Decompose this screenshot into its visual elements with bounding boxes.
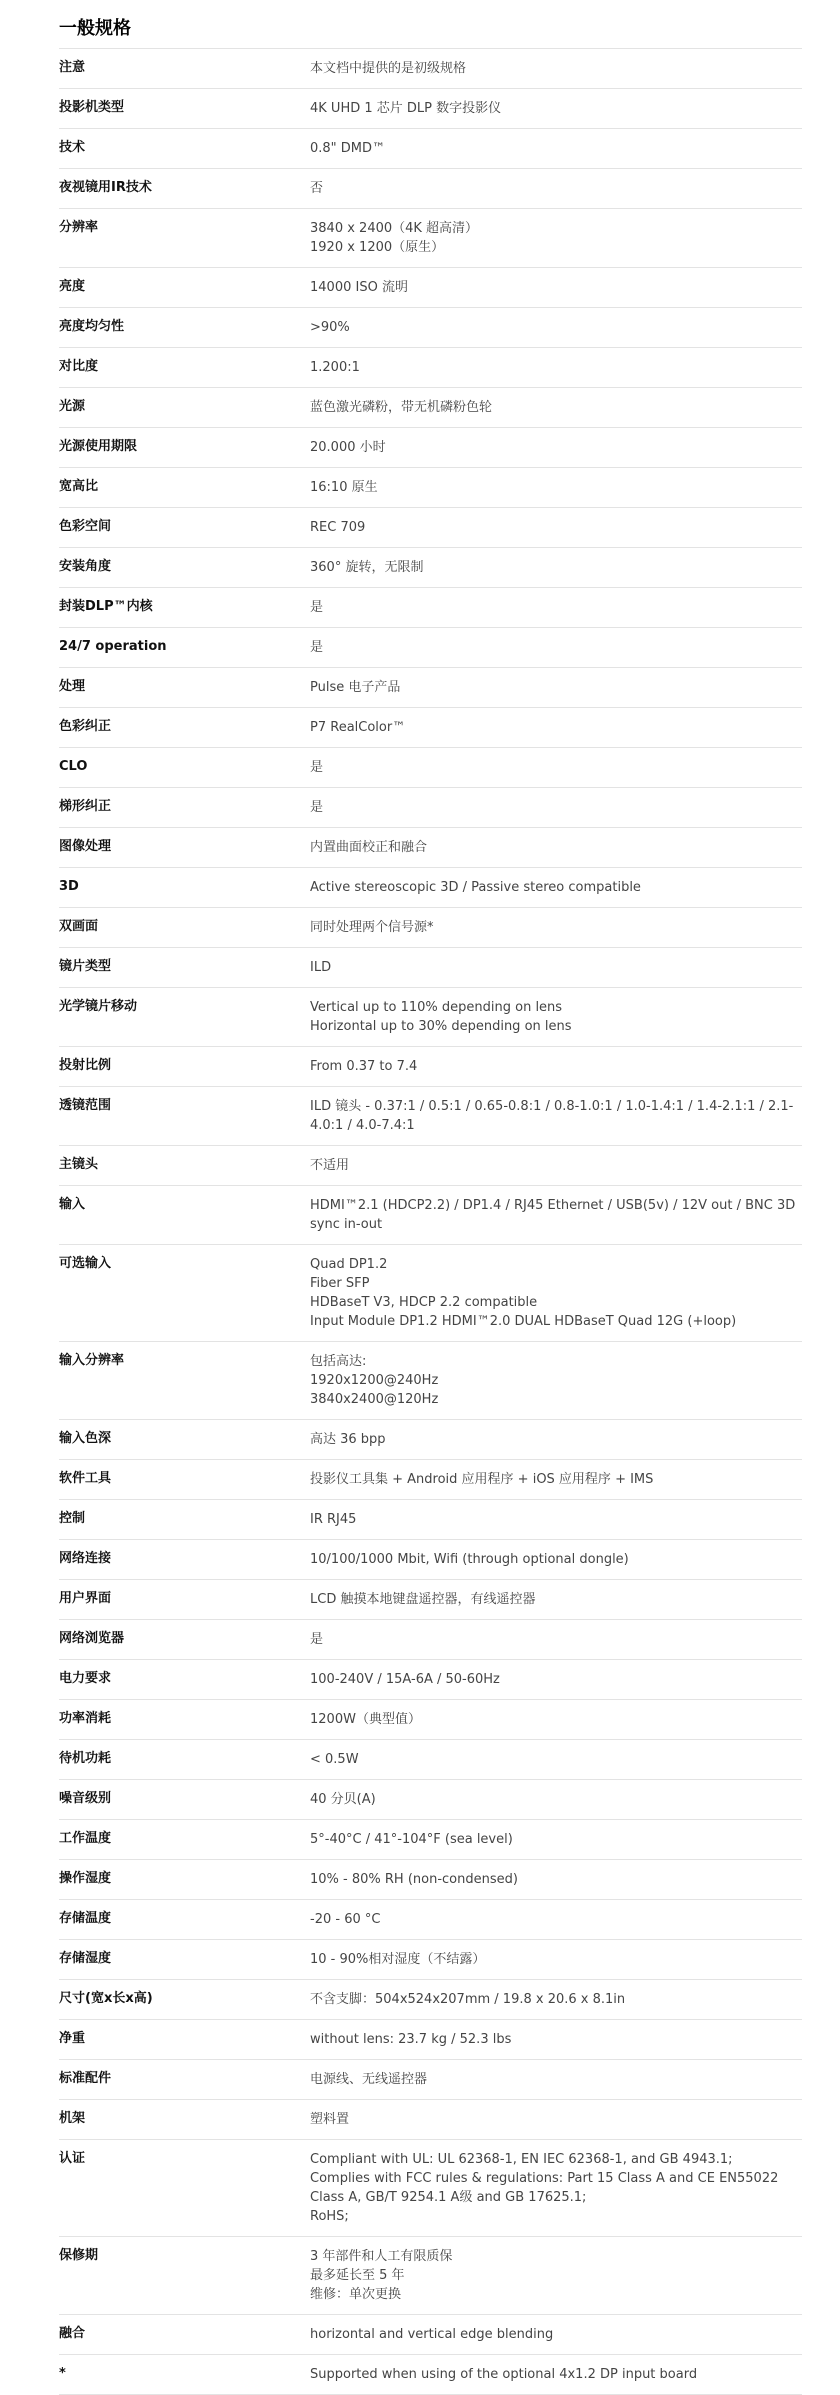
spec-value	[310, 59, 802, 78]
spec-value	[310, 958, 802, 977]
spec-value	[310, 1196, 802, 1234]
spec-row	[59, 268, 802, 308]
spec-row	[59, 2020, 802, 2060]
spec-label: 可选输入	[59, 1256, 112, 1271]
spec-label: 输入分辨率	[59, 1353, 125, 1368]
spec-value-line: 内置曲面校正和融合	[310, 840, 428, 855]
spec-value	[310, 1510, 802, 1529]
spec-row	[59, 89, 802, 129]
spec-row	[59, 668, 802, 708]
spec-value-line: P7 RealColor™	[310, 720, 406, 735]
spec-value-line: Supported when using of the optional 4x1.2 DP input board	[310, 2367, 698, 2382]
spec-value-line: < 0.5W	[310, 1752, 359, 1767]
spec-value-line: 是	[310, 1632, 324, 1647]
spec-row	[59, 988, 802, 1047]
spec-row	[59, 508, 802, 548]
spec-value	[310, 598, 802, 617]
spec-row	[59, 169, 802, 209]
spec-value	[310, 718, 802, 737]
spec-label: 梯形纠正	[59, 799, 112, 814]
spec-value-line: ILD 镜头 - 0.37:1 / 0.5:1 / 0.65-0.8:1 / 0.8-1.0:1 / 1.0-1.4:1 / 1.4-2.1:1 / 2.1-	[310, 1099, 794, 1114]
spec-row	[59, 828, 802, 868]
spec-row	[59, 788, 802, 828]
spec-value	[310, 1470, 802, 1489]
spec-value-line: HDMI™2.1 (HDCP2.2) / DP1.4 / RJ45 Ethernet / USB(5v) / 12V out / BNC 3D	[310, 1198, 796, 1213]
spec-value-line: 10 - 90%相对湿度（不结露）	[310, 1952, 486, 1967]
spec-label: 宽高比	[59, 479, 99, 494]
spec-label: CLO	[59, 759, 88, 774]
spec-row	[59, 1820, 802, 1860]
spec-value-line: 是	[310, 640, 324, 655]
spec-value-line: 是	[310, 800, 324, 815]
spec-value-line: 1200W（典型值）	[310, 1712, 421, 1727]
spec-value-line: Horizontal up to 30% depending on lens	[310, 1019, 572, 1034]
spec-value-line: -20 - 60 °C	[310, 1912, 381, 1927]
spec-label: 投射比例	[59, 1058, 112, 1073]
spec-label: 工作温度	[59, 1831, 112, 1846]
spec-row	[59, 1980, 802, 2020]
spec-label: 控制	[59, 1511, 86, 1526]
spec-label: 24/7 operation	[59, 639, 167, 654]
spec-label: 输入色深	[59, 1431, 112, 1446]
spec-label: 融合	[59, 2326, 86, 2341]
spec-value-line: 5°-40°C / 41°-104°F (sea level)	[310, 1832, 513, 1847]
spec-row	[59, 1047, 802, 1087]
spec-label: 机架	[59, 2111, 86, 2126]
spec-label: 3D	[59, 879, 79, 894]
spec-row	[59, 209, 802, 268]
spec-value	[310, 1550, 802, 1569]
spec-value-line: 4K UHD 1 芯片 DLP 数字投影仪	[310, 101, 502, 116]
spec-row	[59, 1580, 802, 1620]
spec-row	[59, 1900, 802, 1940]
spec-value-line: 不适用	[310, 1158, 350, 1173]
spec-value-line: 40 分贝(A)	[310, 1792, 376, 1807]
spec-label: 光源使用期限	[59, 439, 138, 454]
spec-row	[59, 1740, 802, 1780]
spec-label: 网络浏览器	[59, 1631, 125, 1646]
section-title: 一般规格	[59, 0, 802, 49]
spec-label: 操作湿度	[59, 1871, 112, 1886]
spec-row	[59, 49, 802, 89]
spec-row	[59, 1700, 802, 1740]
spec-value	[310, 1430, 802, 1449]
spec-row	[59, 2237, 802, 2315]
spec-row	[59, 1780, 802, 1820]
spec-value-line: 蓝色激光磷粉，带无机磷粉色轮	[310, 400, 493, 415]
spec-row	[59, 1186, 802, 1245]
spec-row	[59, 1540, 802, 1580]
spec-row	[59, 1342, 802, 1420]
spec-label: 投影机类型	[59, 100, 125, 115]
spec-value-line: 10% - 80% RH (non-condensed)	[310, 1872, 518, 1887]
spec-value	[310, 1710, 802, 1729]
spec-value-line: horizontal and vertical edge blending	[310, 2327, 554, 2342]
spec-value	[310, 518, 802, 537]
spec-value	[310, 1670, 802, 1689]
spec-value	[310, 678, 802, 697]
spec-value-line: 3840 x 2400（4K 超高清）	[310, 221, 479, 236]
spec-value-line: HDBaseT V3, HDCP 2.2 compatible	[310, 1295, 538, 1310]
spec-value-line: 电源线、无线遥控器	[310, 2072, 428, 2087]
spec-value	[310, 1870, 802, 1889]
spec-row	[59, 1500, 802, 1540]
spec-value	[310, 398, 802, 417]
spec-label: 镜片类型	[59, 959, 112, 974]
spec-row	[59, 428, 802, 468]
spec-row	[59, 1146, 802, 1186]
spec-label: 标准配件	[59, 2071, 112, 2086]
spec-value	[310, 998, 802, 1036]
spec-value-line: 最多延长至 5 年	[310, 2268, 405, 2283]
general-specs	[59, 0, 802, 2395]
spec-label: 用户界面	[59, 1591, 112, 1606]
spec-value-line: 10/100/1000 Mbit, Wifi (through optional dongle)	[310, 1552, 629, 1567]
spec-value	[310, 2030, 802, 2049]
spec-label: 亮度	[59, 279, 86, 294]
spec-value-line: 维修：单次更换	[310, 2287, 402, 2302]
spec-value-line: 塑料置	[310, 2112, 350, 2127]
spec-value	[310, 918, 802, 937]
spec-value	[310, 1990, 802, 2009]
spec-value	[310, 1255, 802, 1331]
spec-value-line: 14000 ISO 流明	[310, 280, 408, 295]
spec-value-line: 本文档中提供的是初级规格	[310, 61, 467, 76]
spec-row	[59, 308, 802, 348]
spec-value-line: Compliant with UL: UL 62368-1, EN IEC 62368-1, and GB 4943.1;	[310, 2152, 733, 2167]
spec-row	[59, 1420, 802, 1460]
spec-value-line: 同时处理两个信号源*	[310, 920, 434, 935]
spec-label: 保修期	[59, 2248, 99, 2263]
spec-value	[310, 1630, 802, 1649]
spec-row	[59, 1620, 802, 1660]
spec-label: 输入	[59, 1197, 86, 1212]
spec-value	[310, 878, 802, 897]
spec-value	[310, 2325, 802, 2344]
spec-row	[59, 548, 802, 588]
spec-label: 色彩空间	[59, 519, 112, 534]
spec-row	[59, 1460, 802, 1500]
spec-value-line: 否	[310, 181, 324, 196]
spec-value	[310, 638, 802, 657]
spec-value-line: 是	[310, 760, 324, 775]
spec-row	[59, 588, 802, 628]
spec-value-line: 4.0:1 / 4.0-7.4:1	[310, 1118, 415, 1133]
spec-value-line: 100-240V / 15A-6A / 50-60Hz	[310, 1672, 500, 1687]
spec-label: 封装DLP™内核	[59, 599, 153, 614]
spec-value	[310, 1156, 802, 1175]
spec-value-line: REC 709	[310, 520, 366, 535]
spec-row	[59, 948, 802, 988]
spec-row	[59, 1087, 802, 1146]
spec-value	[310, 278, 802, 297]
spec-value	[310, 2070, 802, 2089]
spec-value	[310, 1750, 802, 1769]
spec-value-line: 投影仪工具集 + Android 应用程序 + iOS 应用程序 + IMS	[310, 1472, 654, 1487]
spec-row	[59, 708, 802, 748]
spec-row	[59, 388, 802, 428]
spec-value	[310, 99, 802, 118]
spec-value-line: Class A, GB/T 9254.1 A级 and GB 17625.1;	[310, 2190, 587, 2205]
spec-label: 双画面	[59, 919, 99, 934]
spec-value	[310, 1590, 802, 1609]
spec-row	[59, 348, 802, 388]
spec-label: 图像处理	[59, 839, 112, 854]
spec-value-line: 360° 旋转，无限制	[310, 560, 424, 575]
spec-value-line: 是	[310, 600, 324, 615]
spec-label: 存储湿度	[59, 1951, 112, 1966]
spec-label: 亮度均匀性	[59, 319, 125, 334]
spec-value	[310, 2365, 802, 2384]
spec-value	[310, 758, 802, 777]
spec-value-line: Quad DP1.2	[310, 1257, 388, 1272]
spec-value-line: 3 年部件和人工有限质保	[310, 2249, 453, 2264]
spec-value-line: LCD 触摸本地键盘遥控器，有线遥控器	[310, 1592, 536, 1607]
spec-value-line: 高达 36 bpp	[310, 1432, 386, 1447]
spec-row	[59, 2355, 802, 2395]
spec-value	[310, 1057, 802, 1076]
spec-label: 光源	[59, 399, 86, 414]
spec-value	[310, 2150, 802, 2226]
spec-row	[59, 908, 802, 948]
spec-value	[310, 318, 802, 337]
spec-value	[310, 2110, 802, 2129]
spec-row	[59, 868, 802, 908]
spec-value	[310, 558, 802, 577]
spec-row	[59, 129, 802, 169]
spec-value	[310, 798, 802, 817]
spec-label: 软件工具	[59, 1471, 112, 1486]
spec-value-line: >90%	[310, 320, 350, 335]
spec-value-line: Vertical up to 110% depending on lens	[310, 1000, 563, 1015]
spec-label: 尺寸(宽x长x高)	[59, 1991, 153, 2006]
spec-label: 处理	[59, 679, 86, 694]
spec-row	[59, 2060, 802, 2100]
spec-row	[59, 2315, 802, 2355]
spec-value	[310, 838, 802, 857]
spec-value	[310, 1830, 802, 1849]
spec-label: 安装角度	[59, 559, 112, 574]
spec-row	[59, 1245, 802, 1342]
spec-label: 功率消耗	[59, 1711, 112, 1726]
spec-row	[59, 1860, 802, 1900]
spec-value	[310, 1950, 802, 1969]
spec-value-line: 0.8" DMD™	[310, 141, 386, 156]
spec-value	[310, 1352, 802, 1409]
spec-value-line: 1.200:1	[310, 360, 360, 375]
spec-value-line: sync in-out	[310, 1217, 383, 1232]
spec-row	[59, 1940, 802, 1980]
spec-label: 待机功耗	[59, 1751, 112, 1766]
spec-value	[310, 219, 802, 257]
spec-value-line: 20.000 小时	[310, 440, 386, 455]
spec-label: *	[59, 2366, 66, 2381]
spec-row	[59, 2140, 802, 2237]
spec-value-line: Complies with FCC rules & regulations: Part 15 Class A and CE EN55022	[310, 2171, 779, 2186]
spec-label: 透镜范围	[59, 1098, 112, 1113]
spec-label: 光学镜片移动	[59, 999, 138, 1014]
spec-value	[310, 1790, 802, 1809]
spec-label: 电力要求	[59, 1671, 112, 1686]
spec-row	[59, 2100, 802, 2140]
spec-row	[59, 468, 802, 508]
spec-label: 色彩纠正	[59, 719, 112, 734]
spec-value-line: Pulse 电子产品	[310, 680, 401, 695]
spec-value-line: RoHS;	[310, 2209, 349, 2224]
spec-value	[310, 1097, 802, 1135]
spec-value	[310, 438, 802, 457]
spec-value	[310, 139, 802, 158]
spec-value-line: Input Module DP1.2 HDMI™2.0 DUAL HDBaseT Quad 12G (+loop)	[310, 1314, 737, 1329]
spec-label: 净重	[59, 2031, 86, 2046]
spec-row	[59, 748, 802, 788]
spec-value-line: 包括高达:	[310, 1354, 367, 1369]
spec-row	[59, 1660, 802, 1700]
spec-label: 网络连接	[59, 1551, 112, 1566]
spec-value-line: From 0.37 to 7.4	[310, 1059, 418, 1074]
spec-value-line: 16:10 原生	[310, 480, 378, 495]
spec-value-line: Active stereoscopic 3D / Passive stereo compatible	[310, 880, 641, 895]
spec-value-line: 3840x2400@120Hz	[310, 1392, 439, 1407]
spec-label: 夜视镜用IR技术	[59, 180, 152, 195]
spec-label: 存储温度	[59, 1911, 112, 1926]
spec-label: 噪音级别	[59, 1791, 112, 1806]
spec-label: 分辨率	[59, 220, 99, 235]
spec-value	[310, 179, 802, 198]
spec-value-line: IR RJ45	[310, 1512, 357, 1527]
spec-row	[59, 628, 802, 668]
spec-value	[310, 2247, 802, 2304]
spec-value-line: Fiber SFP	[310, 1276, 370, 1291]
spec-value	[310, 358, 802, 377]
spec-value-line: without lens: 23.7 kg / 52.3 lbs	[310, 2032, 512, 2047]
spec-table	[59, 49, 802, 2395]
spec-value-line: 1920x1200@240Hz	[310, 1373, 439, 1388]
spec-value	[310, 478, 802, 497]
spec-label: 注意	[59, 60, 86, 75]
spec-label: 对比度	[59, 359, 99, 374]
spec-label: 认证	[59, 2151, 86, 2166]
spec-value-line: 不含支脚：504x524x207mm / 19.8 x 20.6 x 8.1in	[310, 1992, 626, 2007]
spec-value-line: 1920 x 1200（原生）	[310, 240, 445, 255]
spec-label: 技术	[59, 140, 86, 155]
spec-value	[310, 1910, 802, 1929]
spec-label: 主镜头	[59, 1157, 99, 1172]
spec-value-line: ILD	[310, 960, 332, 975]
